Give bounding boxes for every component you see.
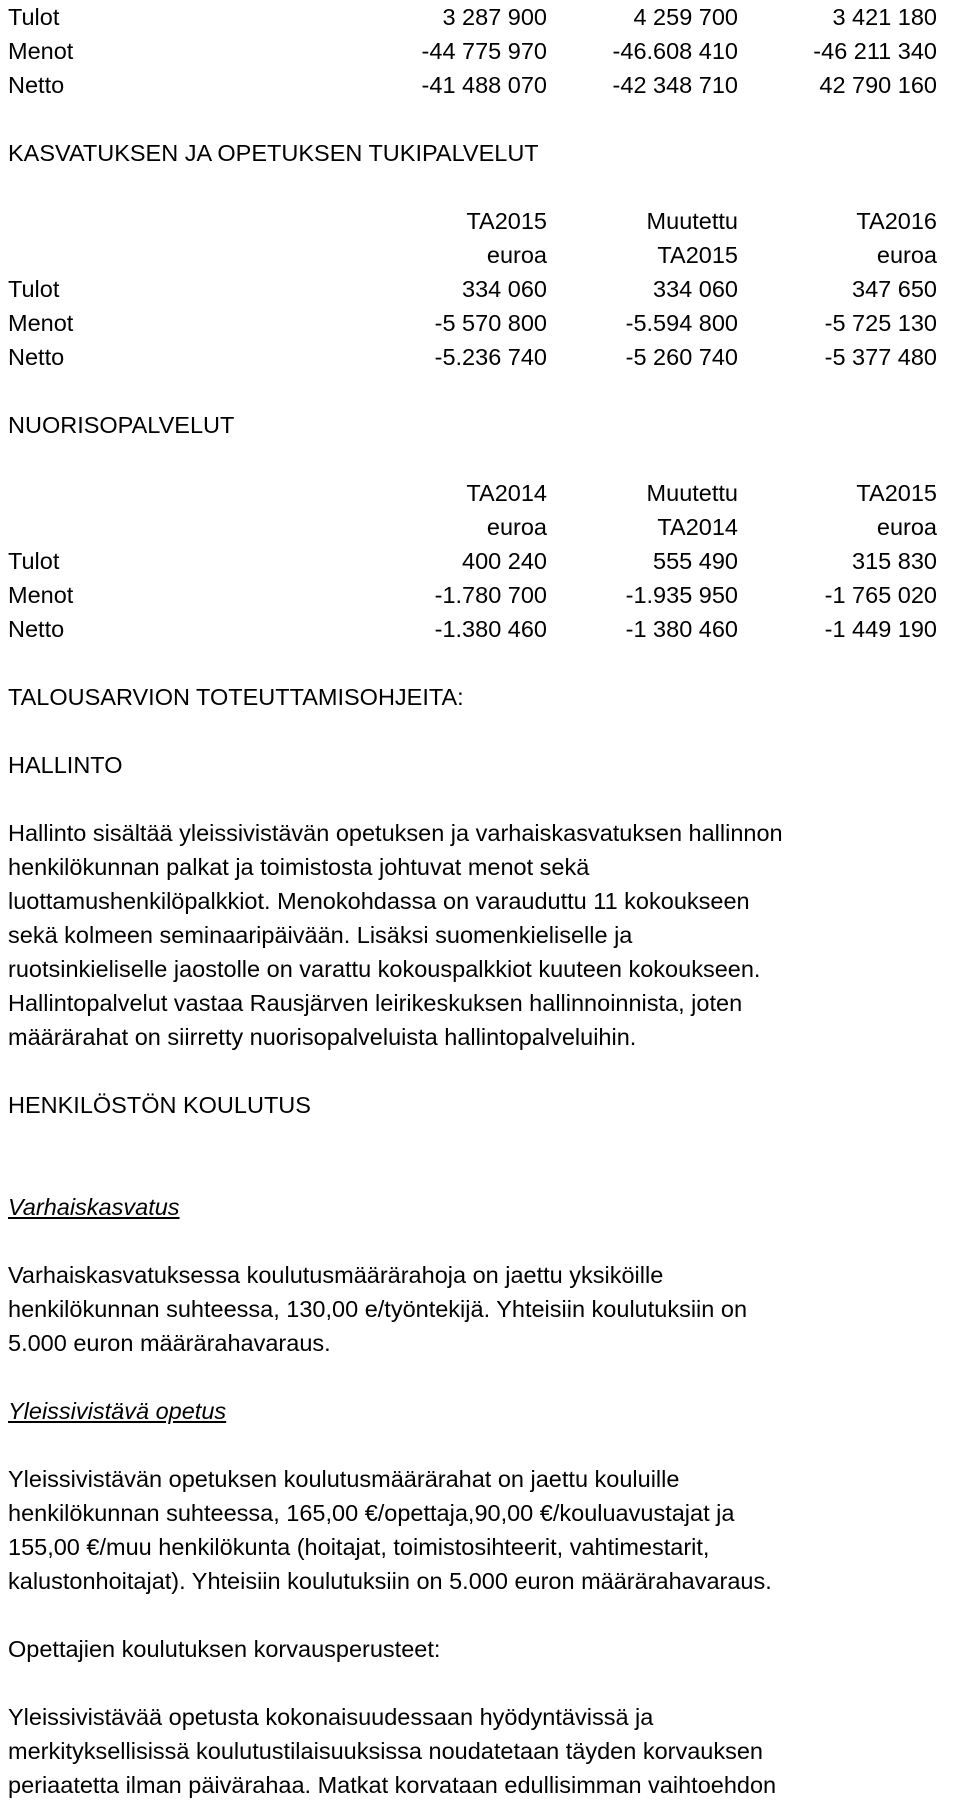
subsection-title: Yleissivistävä opetus — [8, 1398, 227, 1424]
table-row: Menot -5 570 800 -5.594 800 -5 725 130 — [8, 310, 937, 336]
document-page — [8, 0, 938, 1802]
table-row: Netto -1.380 460 -1 380 460 -1 449 190 — [8, 616, 937, 642]
table-row: Tulot 3 287 900 4 259 700 3 421 180 — [8, 4, 937, 30]
table-row: Menot -44 775 970 -46.608 410 -46 211 340 — [8, 38, 937, 64]
guidelines-title: TALOUSARVION TOTEUTTAMISOHJEITA: — [8, 684, 464, 710]
varhaiskasvatus-paragraph: Varhaiskasvatuksessa koulutusmäärärahoja on jaettu yksiköille henkilökunnan suhteessa, 130,00 e/työntekijä. Yhteisiin koulutuksiin on 5.000 euron määrärahavaraus. — [8, 1262, 748, 1356]
table-row: Menot -1.780 700 -1.935 950 -1 765 020 — [8, 582, 937, 608]
yleissivistava-paragraph: Yleissivistävän opetuksen koulutusmäärärahat on jaettu kouluille henkilökunnan suhteessa, 165,00 €/opettaja,90,00 €/kouluavustajat ja 155,00 €/muu henkilökunta (hoitajat, toimistosihteerit, vahtimestarit, kalustonhoitajat). Yhteisiin koulutuksiin on 5.000 euron määrärahavaraus. — [8, 1466, 772, 1594]
table-header-row: TA2014 Muutettu TA2015 — [466, 480, 937, 506]
summary-table — [8, 0, 938, 102]
budget-table — [8, 204, 938, 374]
table-header-row: euroa TA2014 euroa — [486, 514, 937, 540]
section-title: NUORISOPALVELUT — [8, 412, 235, 438]
section-title: KASVATUKSEN JA OPETUKSEN TUKIPALVELUT — [8, 140, 539, 166]
table-row: Netto -5.236 740 -5 260 740 -5 377 480 — [8, 344, 937, 370]
table-row: Tulot 400 240 555 490 315 830 — [8, 548, 937, 574]
table-header-row: euroa TA2015 euroa — [486, 242, 937, 268]
table-row: Netto -41 488 070 -42 348 710 42 790 160 — [8, 72, 937, 98]
korvaus-paragraph: Yleissivistävää opetusta kokonaisuudessaan hyödyntävissä ja merkityksellisissä koulutustilaisuuksissa noudatetaan täyden korvauksen periaatetta ilman päivärahaa. Matkat korvataan edullisimman vaihtoehdon — [8, 1704, 777, 1798]
budget-table — [8, 476, 938, 646]
subsection-title: Varhaiskasvatus — [8, 1194, 180, 1220]
section-title: HALLINTO — [8, 752, 123, 778]
section-title: HENKILÖSTÖN KOULUTUS — [8, 1092, 311, 1118]
table-header-row: TA2015 Muutettu TA2016 — [466, 208, 937, 234]
table-row: Tulot 334 060 334 060 347 650 — [8, 276, 937, 302]
subsection-title: Opettajien koulutuksen korvausperusteet: — [8, 1636, 441, 1662]
hallinto-paragraph: Hallinto sisältää yleissivistävän opetuksen ja varhaiskasvatuksen hallinnon henkilökunnan palkat ja toimistosta johtuvat menot sekä luottamushenkilöpalkkiot. Menokohdassa on varauduttu 11 kokoukseen sekä kolmeen seminaaripäivään. Lisäksi suomenkieliselle ja ruotsinkieliselle jaostolle on varattu kokouspalkkiot kuuteen kokoukseen. Hallintopalvelut vastaa Rausjärven leirikeskuksen hallinnoinnista, joten määrärahat on siirretty nuorisopalveluista hallintopalveluihin. — [8, 820, 783, 1050]
